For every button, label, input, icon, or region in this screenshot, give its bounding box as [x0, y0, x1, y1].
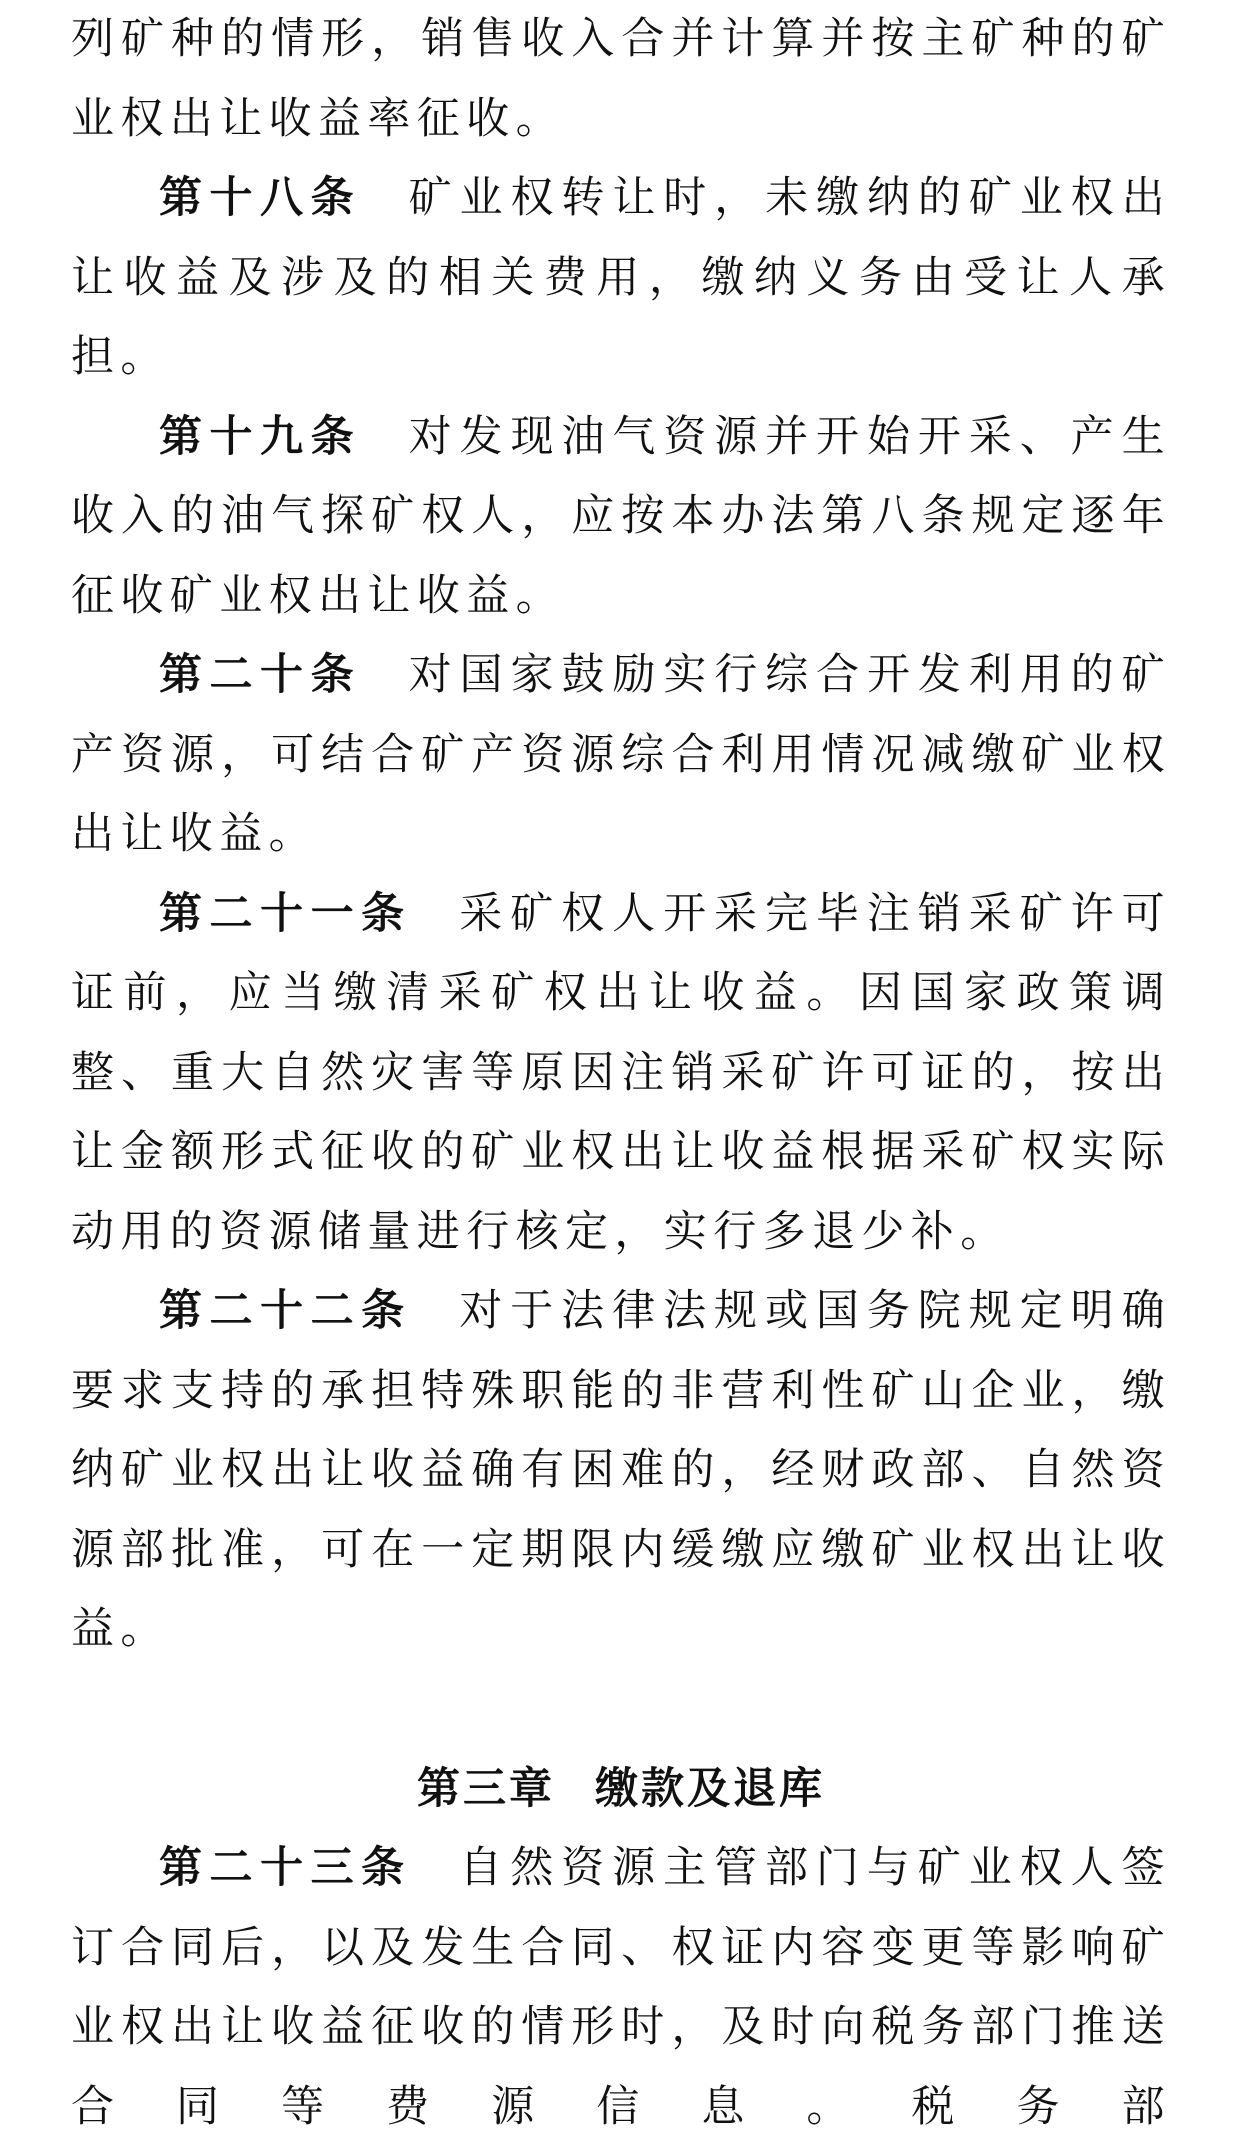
chapter-title: 缴款及退库: [595, 1763, 825, 1814]
article-21: [71, 875, 1171, 1273]
article-text: 自然资源主管部门与矿业权人签订合同后，以及发生合同、权证内容变更等影响矿业权出让收益征收的情形时，及时向税务部门推送合同等费源信息。税务部: [71, 1843, 1171, 2132]
article-number: 第二十一条: [159, 888, 412, 939]
article-22: [71, 1272, 1171, 1670]
article-number: 第十九条: [159, 411, 362, 462]
article-number: 第二十三条: [159, 1843, 412, 1893]
article-18: [71, 159, 1171, 398]
article-number: 第二十二条: [159, 1286, 412, 1336]
article-number: 第二十条: [159, 650, 362, 700]
paragraph-continuation: [71, 0, 1171, 159]
chapter-number: 第三章: [417, 1763, 555, 1814]
chapter-heading: [71, 1670, 1171, 1830]
article-19: [71, 398, 1171, 637]
article-text: 对国家鼓励实行综合开发利用的矿产资源，可结合矿产资源综合利用情况减缴矿业权出让收益。: [71, 650, 1172, 859]
paragraph-text: 列矿种的情形，销售收入合并计算并按主矿种的矿业权出让收益率征收。: [71, 14, 1171, 144]
article-number: 第十八条: [159, 173, 362, 223]
article-text: 采矿权人开采完毕注销采矿许可证前，应当缴清采矿权出让收益。因国家政策调整、重大自然灾害等原因注销采矿许可证的，按出让金额形式征收的矿业权出让收益根据采矿权实际动用的资源储量进行核定，实行多退少补。: [71, 888, 1171, 1257]
document-page: [71, 0, 1171, 2147]
article-text: 对发现油气资源并开始开采、产生收入的油气探矿权人，应按本办法第八条规定逐年征收矿业权出让收益。: [71, 411, 1172, 621]
article-20: [71, 636, 1171, 875]
article-text: 对于法律法规或国务院规定明确要求支持的承担特殊职能的非营利性矿山企业，缴纳矿业权出让收益确有困难的，经财政部、自然资源部批准，可在一定期限内缓缴应缴矿业权出让收益。: [71, 1286, 1171, 1654]
article-text: 矿业权转让时，未缴纳的矿业权出让收益及涉及的相关费用，缴纳义务由受让人承担。: [71, 173, 1172, 382]
